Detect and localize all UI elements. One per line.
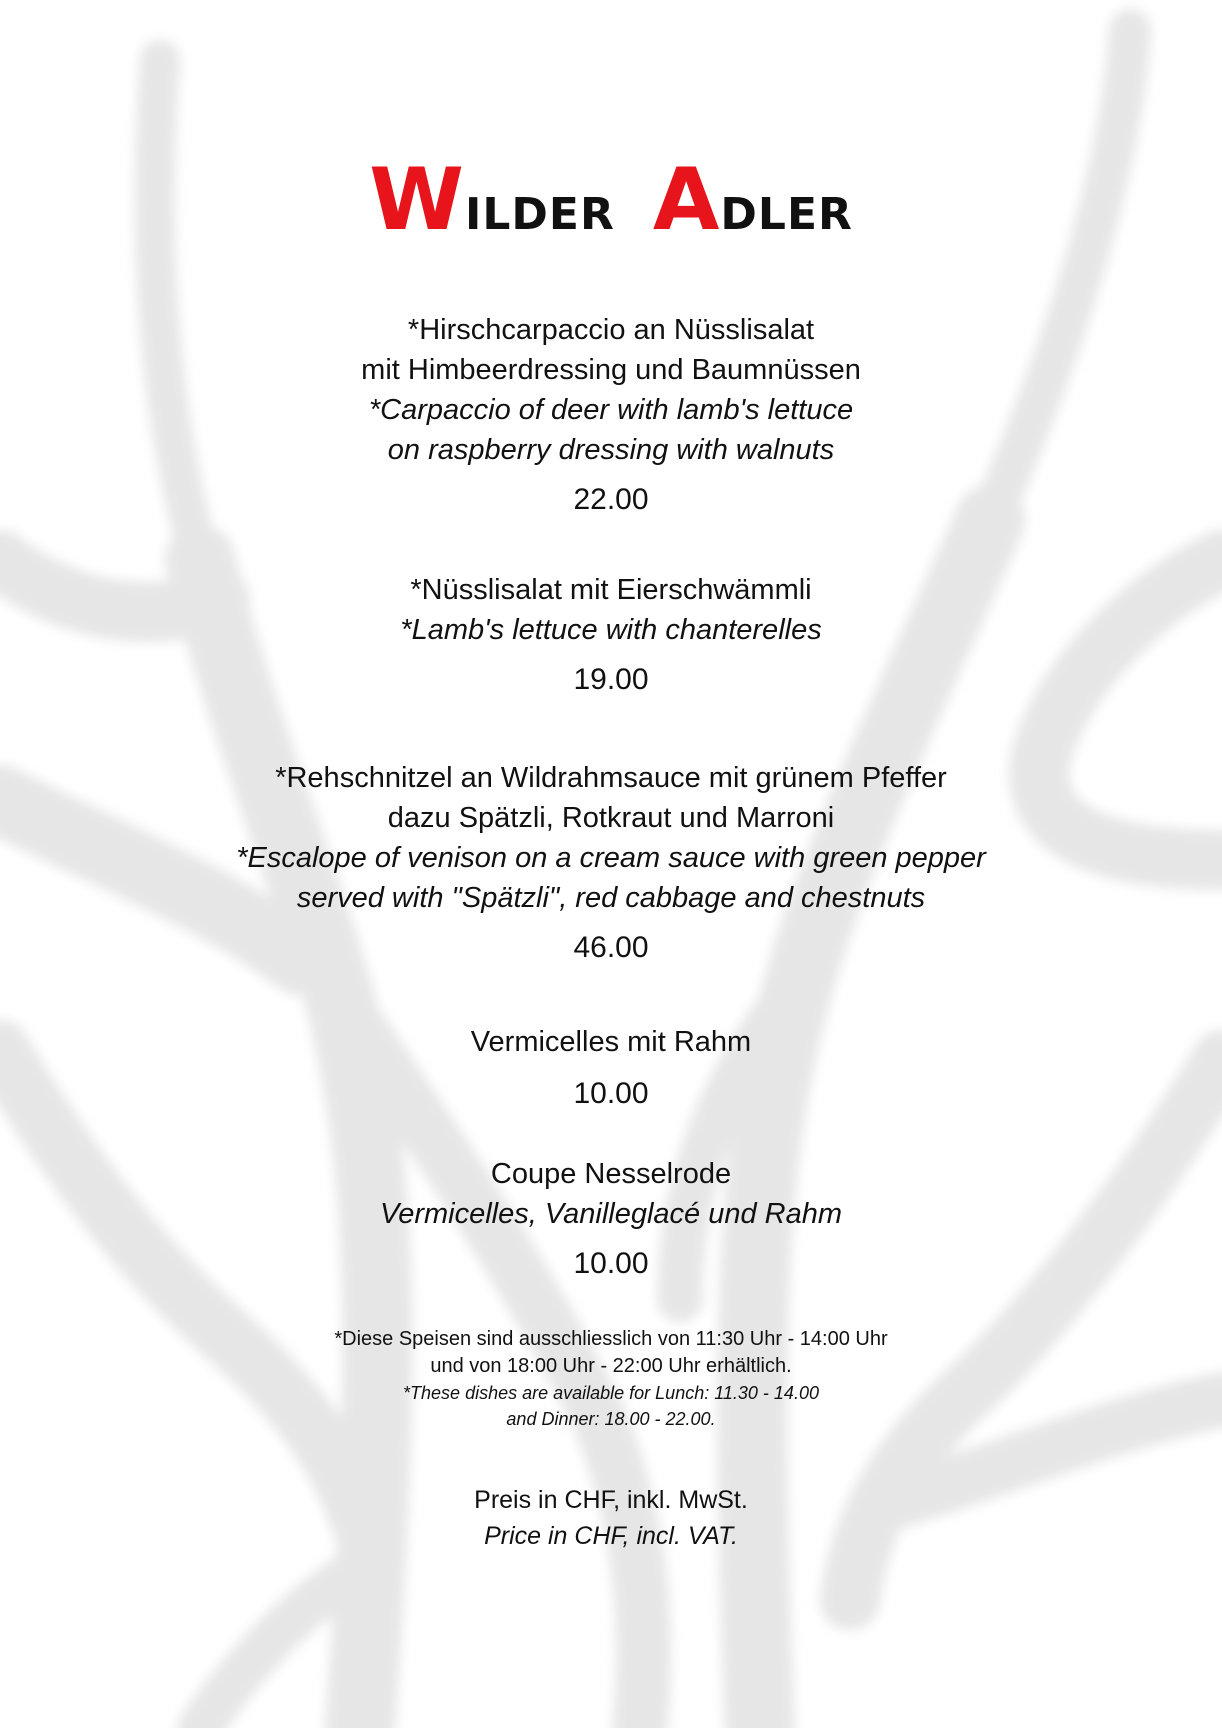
dish-desc-en: on raspberry dressing with walnuts	[387, 434, 835, 466]
dish-name-en: *Carpaccio of deer with lamb's lettuce	[368, 394, 854, 426]
title-initial-a: A	[652, 150, 721, 250]
dish-name-de: *Rehschnitzel an Wildrahmsauce mit grünem Pfeffer	[275, 762, 947, 794]
title-initial-w: W	[369, 150, 465, 250]
dish-price: 46.00	[573, 931, 649, 964]
availability-note-de-2: und von 18:00 Uhr - 22:00 Uhr erhältlich.	[430, 1355, 792, 1377]
dish-price: 10.00	[573, 1077, 649, 1110]
dish-desc-de: Vermicelles, Vanilleglacé und Rahm	[379, 1198, 843, 1230]
title-word2-rest: DLER	[720, 189, 853, 240]
dish-desc-en: served with "Spätzli", red cabbage and chestnuts	[296, 882, 926, 914]
availability-note-de-1: *Diese Speisen sind ausschliesslich von 11:30 Uhr - 14:00 Uhr	[334, 1328, 888, 1350]
dish-name-de: *Nüsslisalat mit Eierschwämmli	[410, 574, 812, 606]
menu-item-rehschnitzel	[0, 758, 1222, 968]
dish-name-de: Vermicelles mit Rahm	[470, 1026, 752, 1058]
restaurant-title	[0, 150, 1222, 250]
dish-name-de: *Hirschcarpaccio an Nüsslisalat	[407, 314, 815, 346]
dish-price: 10.00	[573, 1247, 649, 1280]
dish-price: 22.00	[573, 483, 649, 516]
availability-note-en-2: and Dinner: 18.00 - 22.00.	[506, 1409, 716, 1429]
dish-price: 19.00	[573, 663, 649, 696]
dish-name-en: *Escalope of venison on a cream sauce with green pepper	[236, 842, 986, 874]
pricing-note-en: Price in CHF, incl. VAT.	[484, 1522, 738, 1550]
menu-item-nuesslisalat	[0, 570, 1222, 700]
availability-note-en-1: *These dishes are available for Lunch: 11.30 - 14.00	[403, 1383, 819, 1403]
dish-name-en: *Lamb's lettuce with chanterelles	[400, 614, 822, 646]
menu-item-hirschcarpaccio	[0, 310, 1222, 520]
dish-desc-de: dazu Spätzli, Rotkraut und Marroni	[387, 802, 835, 834]
menu-item-coupe-nesselrode	[0, 1154, 1222, 1284]
pricing-note-de: Preis in CHF, inkl. MwSt.	[474, 1486, 748, 1514]
pricing-note	[0, 1482, 1222, 1554]
title-word1-rest: ILDER	[464, 189, 615, 240]
availability-note	[0, 1326, 1222, 1432]
dish-desc-de: mit Himbeerdressing und Baumnüssen	[361, 354, 861, 386]
dish-name-de: Coupe Nesselrode	[490, 1158, 732, 1190]
menu-item-vermicelles	[0, 1022, 1222, 1114]
